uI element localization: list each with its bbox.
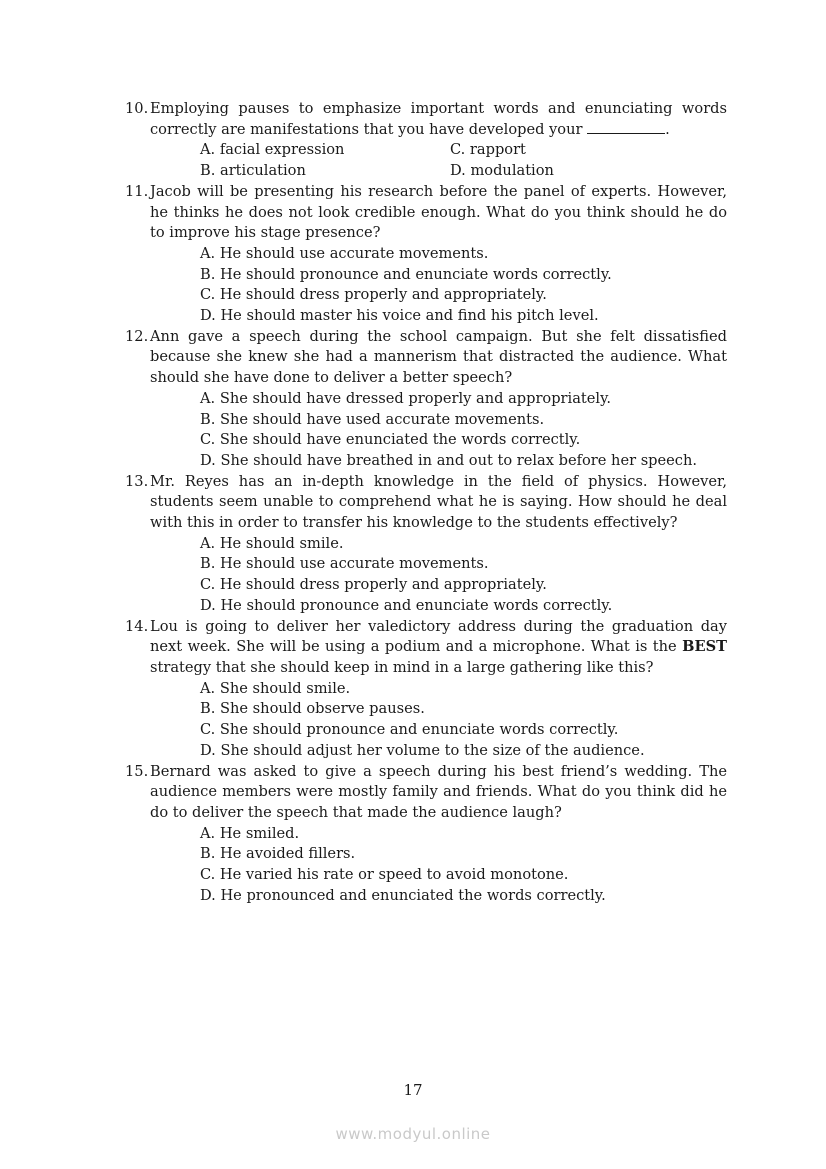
question-text: Mr. Reyes has an in-depth knowledge in the field of physics. However, students seem unable to comprehend what he is saying. How should he deal with this in order to transfer his knowledge to the students effectively? [150, 472, 727, 532]
option: D. He pronounced and enunciated the words correctly. [200, 886, 606, 904]
question-number: 10. [125, 100, 149, 117]
option: B. He should pronounce and enunciate words correctly. [200, 265, 612, 283]
question-text: Ann gave a speech during the school campaign. But she felt dissatisfied because she knew she had a mannerism that distracted the audience. What should she have done to deliver a better speech? [150, 327, 727, 387]
option: C. She should have enunciated the words correctly. [200, 431, 581, 449]
option: C. He should dress properly and appropriately. [200, 286, 547, 304]
question-text [150, 99, 727, 140]
option: A. She should smile. [200, 679, 351, 697]
watermark-text: www.modyul.online [335, 1125, 491, 1143]
question-11 [125, 182, 727, 244]
question-text-part: . [665, 120, 670, 138]
option: B. He avoided fillers. [200, 845, 356, 863]
question-text: Bernard was asked to give a speech during his best friend’s wedding. The audience members were mostly family and friends. What do you think did he do to deliver the speech that made the audience laugh? [150, 762, 727, 821]
option: A. He should use accurate movements. [200, 244, 489, 262]
option: A. facial expression [200, 141, 345, 159]
question-14 [125, 617, 727, 679]
option: A. She should have dressed properly and appropriately. [200, 389, 612, 407]
option: C. He should dress properly and appropriately. [200, 576, 547, 594]
option: D. She should have breathed in and out to relax before her speech. [200, 451, 698, 469]
options-grid [200, 140, 727, 181]
question-text-part: strategy that she should keep in mind in a large gathering like this? [150, 658, 654, 676]
answer-blank [587, 120, 665, 134]
option: B. She should observe pauses. [200, 700, 425, 718]
option: C. rapport [450, 141, 526, 159]
question-number: 11. [125, 182, 149, 200]
option: B. He should use accurate movements. [200, 555, 489, 573]
option: A. He should smile. [200, 534, 344, 552]
question-12 [125, 327, 727, 389]
question-text-part: Employing pauses to emphasize important words and enunciating words correctly are manifestations that you have developed your [150, 100, 727, 138]
option: D. modulation [450, 162, 554, 180]
option: D. She should adjust her volume to the size of the audience. [200, 741, 645, 759]
question-text: Jacob will be presenting his research before the panel of experts. However, he thinks he does not look credible enough. What do you think should he do to improve his stage presence? [150, 182, 727, 242]
question-15 [125, 762, 727, 824]
question-10 [125, 99, 727, 140]
option: C. She should pronounce and enunciate words correctly. [200, 721, 619, 739]
option: A. He smiled. [200, 824, 300, 842]
question-13 [125, 472, 727, 534]
option: D. He should pronounce and enunciate words correctly. [200, 596, 613, 614]
question-number: 15. [125, 762, 149, 780]
question-number: 13. [125, 472, 149, 490]
option: C. He varied his rate or speed to avoid monotone. [200, 866, 569, 884]
question-list [125, 99, 727, 906]
question-text-part: Lou is going to deliver her valedictory address during the graduation day next week. She will be using a podium and a microphone. What is the [150, 617, 727, 656]
emphasis-text: BEST [682, 638, 727, 656]
page-number: 17 [403, 1081, 423, 1099]
question-number: 14. [125, 617, 149, 635]
question-number: 12. [125, 327, 149, 345]
option: D. He should master his voice and find his pitch level. [200, 307, 599, 325]
question-text [150, 617, 727, 679]
option: B. articulation [200, 162, 306, 180]
option: B. She should have used accurate movements. [200, 410, 545, 428]
